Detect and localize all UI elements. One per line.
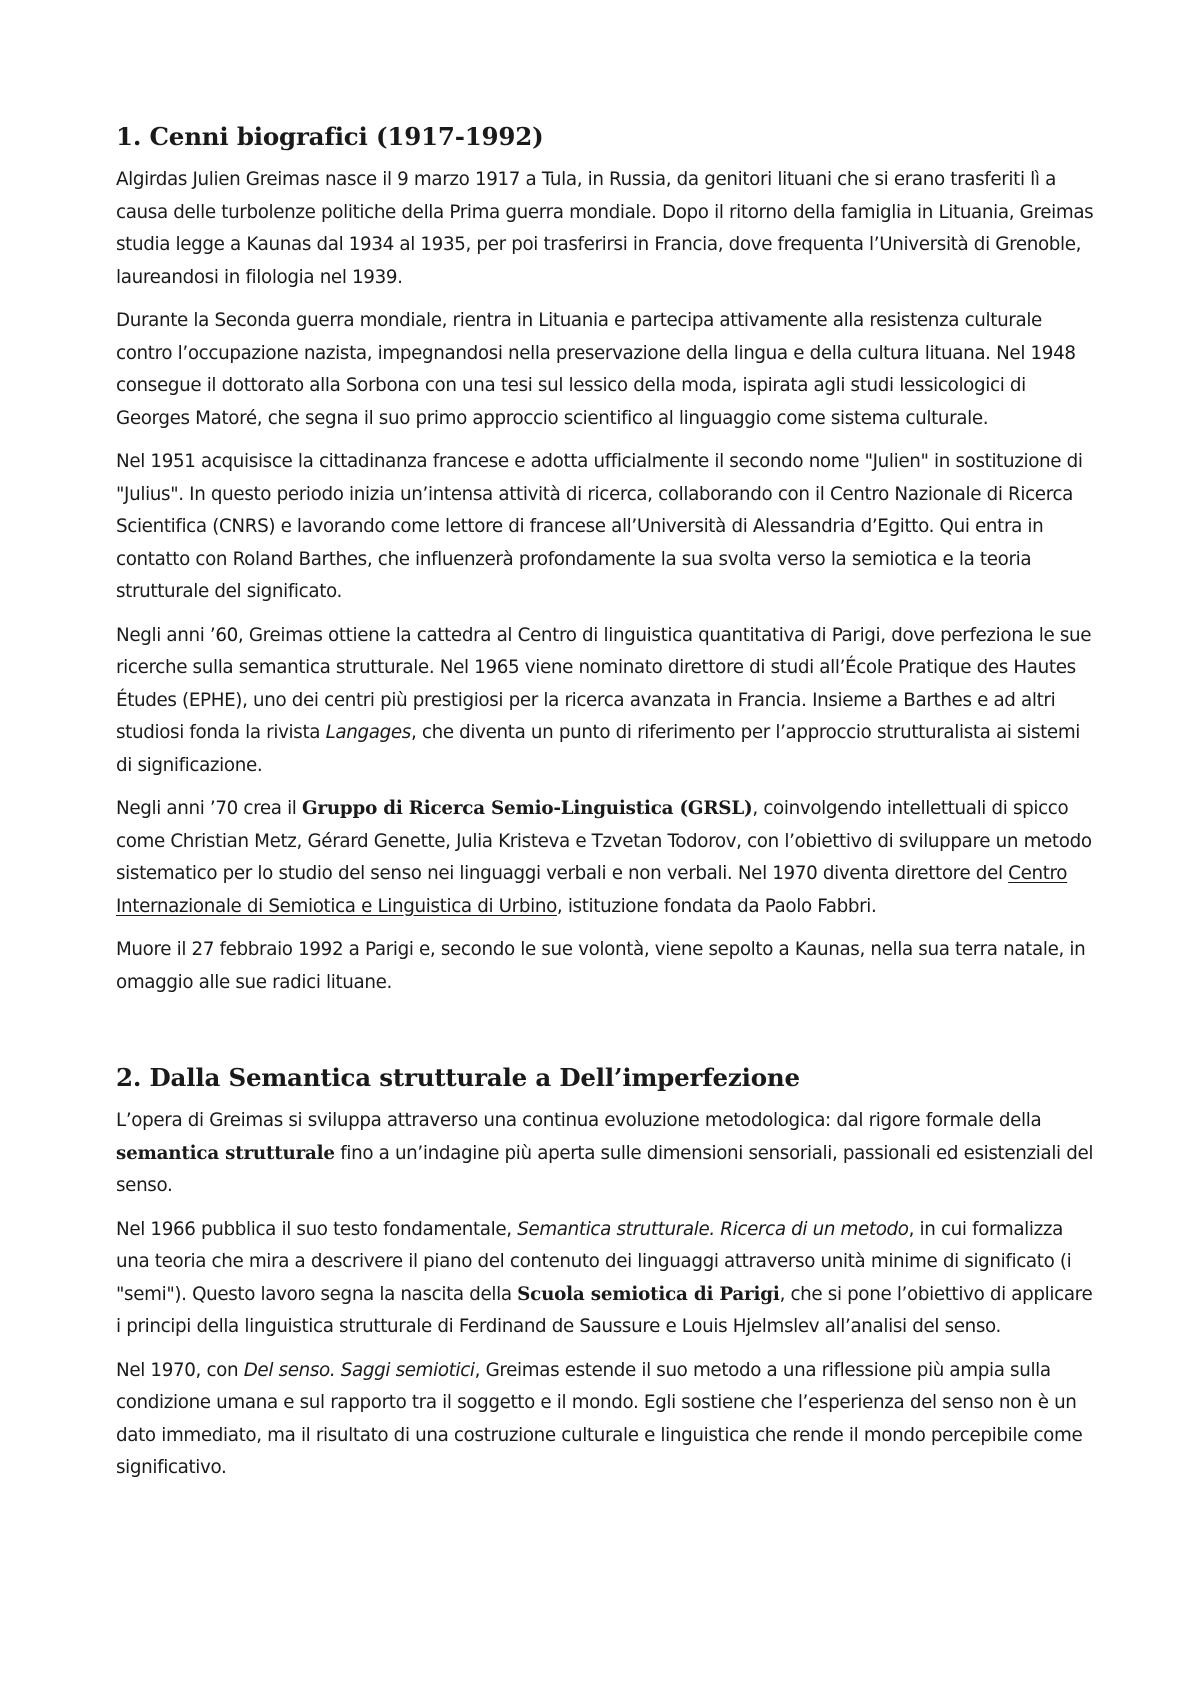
bold-term: Gruppo di Ricerca Semio-Linguistica (GRSL) — [302, 798, 753, 819]
section-1-paragraph-2: Durante la Seconda guerra mondiale, rientra in Lituania e partecipa attivamente alla resistenza culturale contro l’occupazione nazista, impegnandosi nella preservazione della lingua e della cultura lituana. Nel 1948 consegue il dottorato alla Sorbona con una tesi sul lessico della moda, ispirata agli studi lessicologici di Georges Matoré, che segna il suo primo approccio scientifico al linguaggio come sistema culturale. — [116, 310, 1076, 429]
text-run: , in cui formalizza una teoria che mira a descrivere il piano del contenuto dei linguaggi attraverso unità minime di significato (i "semi"). Questo lavoro segna la nascita della — [116, 1218, 1072, 1305]
section-1-paragraph-3: Nel 1951 acquisisce la cittadinanza francese e adotta ufficialmente il secondo nome "Julien" in sostituzione di "Julius". In questo periodo inizia un’intensa attività di ricerca, collaborando con il Centro Nazionale di Ricerca Scientifica (CNRS) e lavorando come lettore di francese all’Università di Alessandria d’Egitto. Qui entra in contatto con Roland Barthes, che influenzerà profondamente la sua svolta verso la semiotica e la teoria strutturale del significato. — [116, 451, 1083, 602]
text-run: , istituzione fondata da Paolo Fabbri. — [556, 895, 877, 917]
text-run: , Greimas estende il suo metodo a una riflessione più ampia sulla condizione umana e sul rapporto tra il soggetto e il mondo. Egli sostiene che l’esperienza del senso non è un dato immediato, ma il risultato di una costruzione culturale e linguistica che rende il mondo percepibile come significativo. — [116, 1359, 1083, 1478]
book-title: Semantica strutturale. Ricerca di un metodo — [517, 1218, 909, 1240]
journal-title: Langages — [325, 722, 411, 743]
section-2-paragraph-2 — [116, 1214, 1101, 1344]
text-run: L’opera di Greimas si sviluppa attraverso una continua evoluzione metodologica: dal rigore formale della — [116, 1110, 1042, 1131]
section-1-paragraph-4 — [116, 620, 1101, 783]
text-run: , che si pone l’obiettivo di applicare i principi della linguistica strutturale di Ferdinand de Saussure e Louis Hjelmslev all’analisi del senso. — [116, 1283, 1093, 1337]
text-run: , che diventa un punto di riferimento per l’approccio strutturalista ai sistemi di significazione. — [116, 722, 1081, 776]
bold-term: Scuola semiotica di Parigi — [517, 1283, 780, 1305]
bold-term: semantica strutturale — [116, 1142, 335, 1164]
section-1-heading: 1. Cenni biografici (1917-1992) — [116, 122, 544, 151]
section-2-paragraph-3 — [116, 1355, 1101, 1485]
text-run: Negli anni ’70 crea il — [116, 798, 302, 819]
text-run: , coinvolgendo intellettuali di spicco come Christian Metz, Gérard Genette, Julia Kristeva e Tzvetan Todorov, con l’obiettivo di sviluppare un metodo sistematico per lo studio del senso nei linguaggi verbali e non verbali. Nel 1970 diventa direttore del — [116, 798, 1092, 884]
text-run: Negli anni ’60, Greimas ottiene la cattedra al Centro di linguistica quantitativa di Parigi, dove perfeziona le sue ricerche sulla semantica strutturale. Nel 1965 viene nominato direttore di studi all’École Pratique des Hautes Études (EPHE), uno dei centri più prestigiosi per la ricerca avanzata in Francia. Insieme a Barthes e ad altri studiosi fonda la rivista — [116, 624, 1092, 743]
text-run: Nel 1970, con — [116, 1359, 244, 1381]
book-title: Del senso. Saggi semiotici — [243, 1359, 475, 1381]
document-body — [116, 122, 1101, 1496]
section-2-heading: 2. Dalla Semantica strutturale a Dell’imperfezione — [116, 1063, 800, 1092]
section-1-paragraph-6: Muore il 27 febbraio 1992 a Parigi e, secondo le sue volontà, viene sepolto a Kaunas, nella sua terra natale, in omaggio alle sue radici lituane. — [116, 939, 1086, 993]
section-1-paragraph-1: Algirdas Julien Greimas nasce il 9 marzo 1917 a Tula, in Russia, da genitori lituani che si erano trasferiti lì a causa delle turbolenze politiche della Prima guerra mondiale. Dopo il ritorno della famiglia in Lituania, Greimas studia legge a Kaunas dal 1934 al 1935, per poi trasferirsi in Francia, dove frequenta l’Università di Grenoble, laureandosi in filologia nel 1939. — [116, 169, 1094, 288]
text-run: Nel 1966 pubblica il suo testo fondamentale, — [116, 1218, 518, 1240]
section-1-paragraph-5 — [116, 793, 1101, 923]
section-2-paragraph-1 — [116, 1105, 1101, 1203]
underlined-text: Centro Internazionale di Semiotica e Linguistica di Urbino — [116, 863, 1068, 917]
text-run: fino a un’indagine più aperta sulle dimensioni sensoriali, passionali ed esistenziali del senso. — [116, 1142, 1094, 1196]
